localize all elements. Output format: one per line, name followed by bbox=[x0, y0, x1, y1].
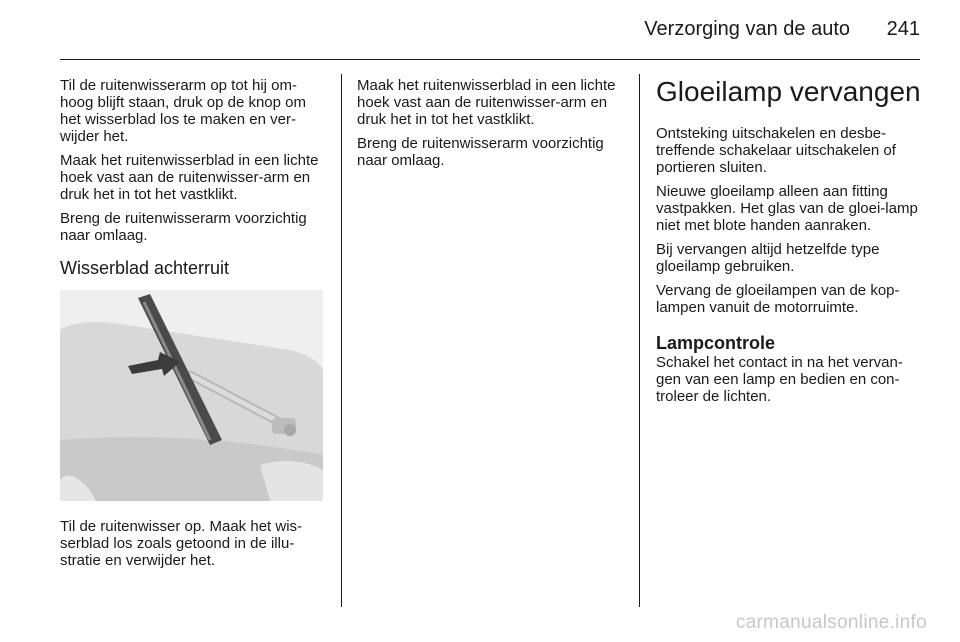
paragraph: Til de ruitenwisserarm op tot hij om-hoog blijft staan, druk op de knop om het wisserblad los te maken en ver-wijder het. bbox=[60, 77, 306, 145]
column-left bbox=[60, 77, 328, 277]
header-divider bbox=[60, 59, 920, 60]
column-divider-1 bbox=[341, 74, 342, 607]
paragraph: Schakel het contact in na het vervan-gen van een lamp en bedien en con-troleer de lichten. bbox=[656, 354, 903, 405]
figure-caption: Til de ruitenwisser op. Maak het wis-serblad los zoals getoond in de illu-stratie en verwijder het. bbox=[60, 518, 303, 569]
rear-wiper-illustration bbox=[60, 290, 323, 501]
paragraph: Maak het ruitenwisserblad in een lichte hoek vast aan de ruitenwisser-arm en druk het in tot het vastklikt. bbox=[60, 152, 319, 203]
wiper-illustration-svg bbox=[60, 290, 323, 501]
paragraph: Nieuwe gloeilamp alleen aan fitting vastpakken. Het glas van de gloei-lamp niet met blote handen aanraken. bbox=[656, 183, 918, 234]
section-heading-bulb-replacement: Gloeilamp vervangen bbox=[656, 76, 921, 107]
paragraph: Breng de ruitenwisserarm voorzichtig naar omlaag. bbox=[357, 135, 604, 169]
paragraph: Ontsteking uitschakelen en desbe-treffende schakelaar uitschakelen of portieren sluiten. bbox=[656, 125, 896, 176]
section-heading-rear-wiper: Wisserblad achterruit bbox=[60, 258, 230, 278]
subsection-heading-lamp-check: Lampcontrole bbox=[656, 333, 776, 353]
column-middle bbox=[357, 77, 627, 176]
site-watermark: carmanualsonline.info bbox=[735, 612, 927, 633]
column-divider-2 bbox=[639, 74, 640, 607]
paragraph: Vervang de gloeilampen van de kop-lampen vanuit de motorruimte. bbox=[656, 282, 900, 316]
paragraph: Maak het ruitenwisserblad in een lichte hoek vast aan de ruitenwisser-arm en druk het in tot het vastklikt. bbox=[357, 77, 616, 128]
paragraph: Bij vervangen altijd hetzelfde type gloeilamp gebruiken. bbox=[656, 241, 880, 275]
page-number: 241 bbox=[886, 18, 920, 40]
column-right bbox=[656, 77, 922, 412]
paragraph: Breng de ruitenwisserarm voorzichtig naar omlaag. bbox=[60, 210, 307, 244]
running-title: Verzorging van de auto bbox=[644, 18, 850, 40]
